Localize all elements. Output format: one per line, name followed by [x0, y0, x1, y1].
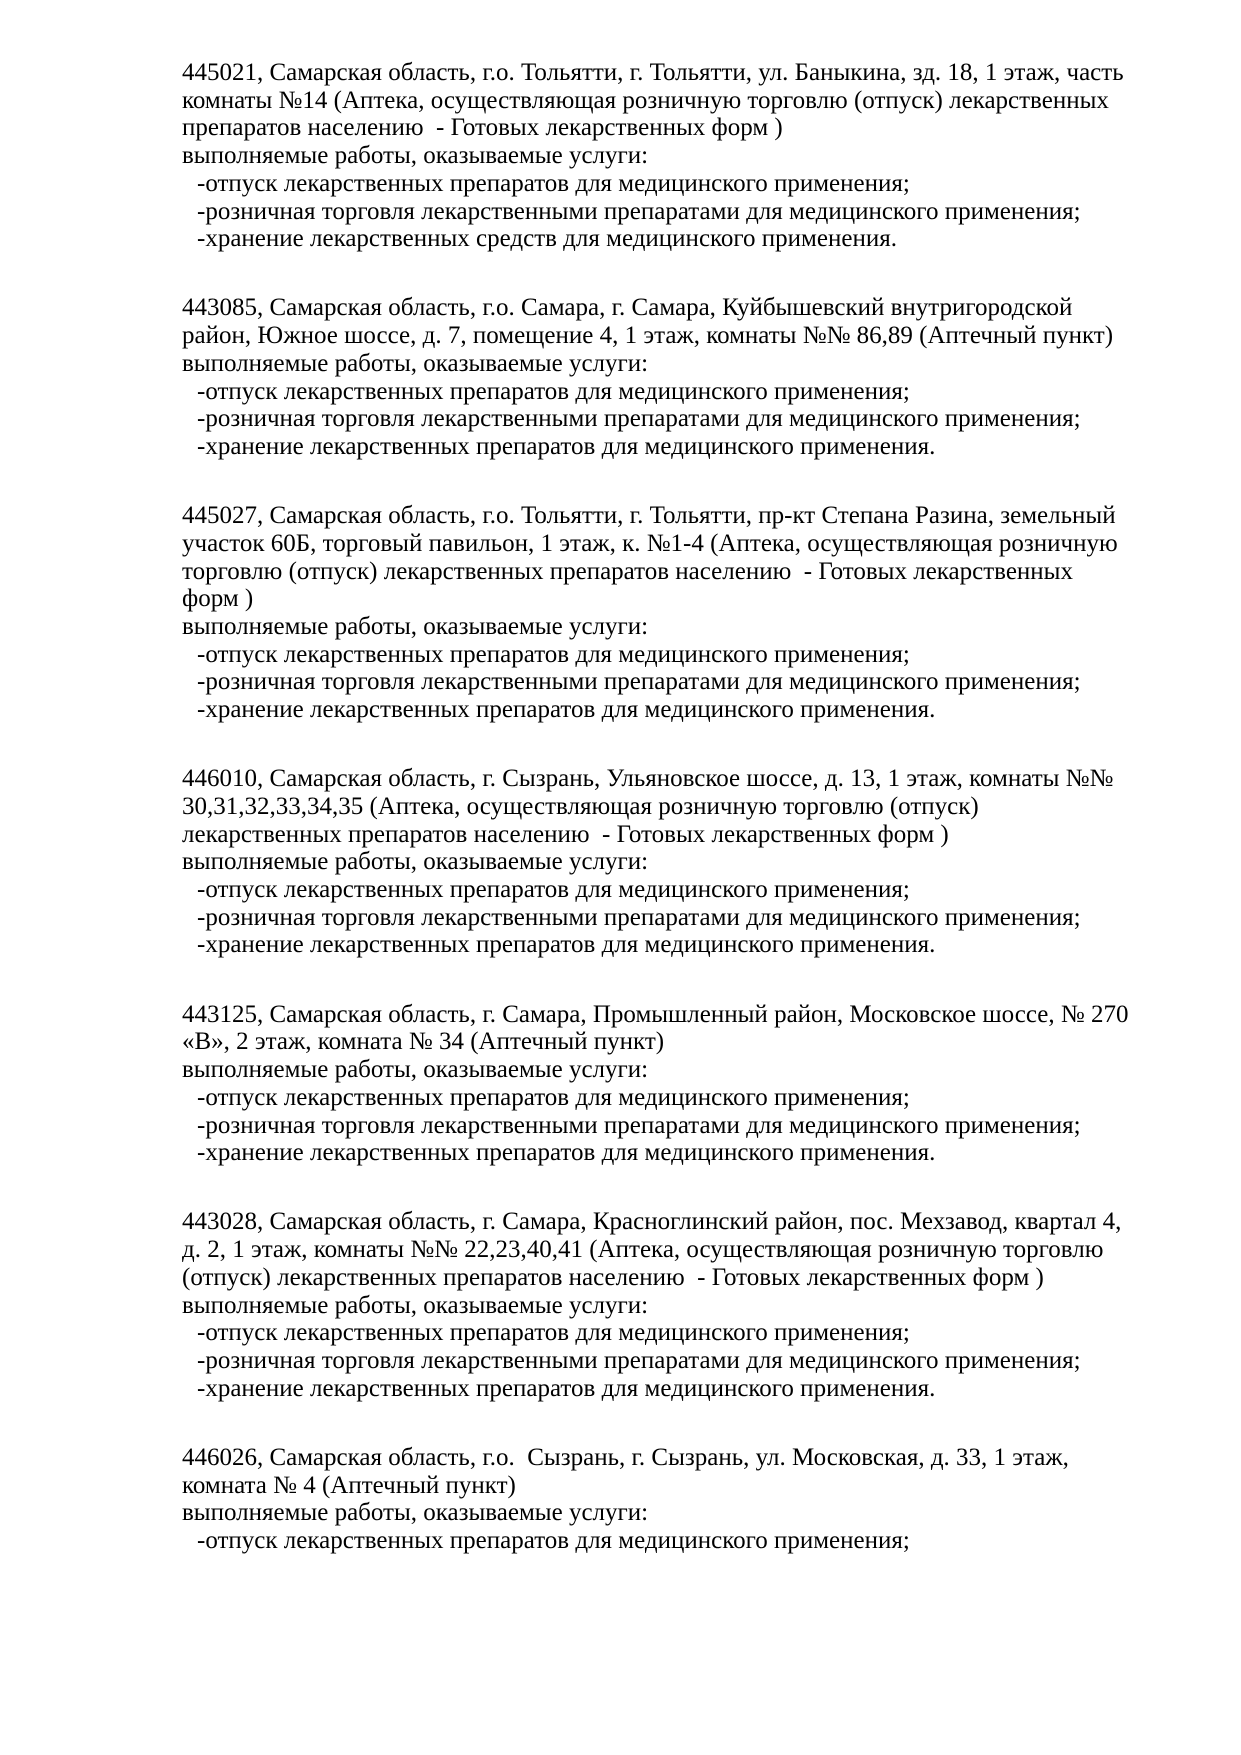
service-line: -розничная торговля лекарственными препаратами для медицинского применения;	[197, 903, 1081, 931]
entry-address	[182, 1001, 1186, 1056]
entry-address	[182, 1444, 1186, 1499]
address-line: район, Южное шоссе, д. 7, помещение 4, 1 этаж, комнаты №№ 86,89 (Аптечный пункт)	[182, 322, 1114, 350]
entry-services	[182, 170, 1186, 253]
address-line: 445027, Самарская область, г.о. Тольятти, г. Тольятти, пр-кт Степана Разина, земельный	[182, 502, 1116, 530]
address-line: д. 2, 1 этаж, комнаты №№ 22,23,40,41 (Аптека, осуществляющая розничную торговлю	[182, 1236, 1104, 1264]
license-entry	[182, 1208, 1186, 1402]
services-header: выполняемые работы, оказываемые услуги:	[182, 1499, 649, 1527]
entry-address	[182, 765, 1186, 848]
address-line: 443028, Самарская область, г. Самара, Красноглинский район, пос. Мехзавод, квартал 4,	[182, 1208, 1122, 1236]
address-line: форм )	[182, 585, 254, 613]
address-line: комнаты №14 (Аптека, осуществляющая розничную торговлю (отпуск) лекарственных	[182, 86, 1109, 114]
services-header: выполняемые работы, оказываемые услуги:	[182, 1056, 649, 1084]
address-line: участок 60Б, торговый павильон, 1 этаж, к. №1-4 (Аптека, осуществляющая розничную	[182, 529, 1118, 557]
entry-services	[182, 1084, 1186, 1167]
address-line: препаратов населению - Готовых лекарственных форм )	[182, 114, 783, 142]
service-line: -отпуск лекарственных препаратов для медицинского применения;	[197, 1526, 910, 1554]
services-header: выполняемые работы, оказываемые услуги:	[182, 612, 649, 640]
license-entry	[182, 59, 1186, 253]
entry-address	[182, 294, 1186, 349]
services-header: выполняемые работы, оказываемые услуги:	[182, 349, 649, 377]
address-line: торговлю (отпуск) лекарственных препаратов населению - Готовых лекарственных	[182, 557, 1073, 585]
license-entry	[182, 294, 1186, 460]
service-line: -розничная торговля лекарственными препаратами для медицинского применения;	[197, 405, 1081, 433]
address-line: 446010, Самарская область, г. Сызрань, Ульяновское шоссе, д. 13, 1 этаж, комнаты №№	[182, 765, 1114, 793]
license-entry	[182, 1444, 1186, 1555]
address-line: 446026, Самарская область, г.о. Сызрань, г. Сызрань, ул. Московская, д. 33, 1 этаж,	[182, 1443, 1069, 1471]
entry-services	[182, 378, 1186, 461]
entry-address	[182, 1208, 1186, 1291]
address-line: 443085, Самарская область, г.о. Самара, г. Самара, Куйбышевский внутригородской	[182, 294, 1073, 322]
service-line: -отпуск лекарственных препаратов для медицинского применения;	[197, 1083, 910, 1111]
service-line: -розничная торговля лекарственными препаратами для медицинского применения;	[197, 1111, 1081, 1139]
service-line: -хранение лекарственных препаратов для медицинского применения.	[197, 931, 936, 959]
entry-address	[182, 59, 1186, 142]
entry-address	[182, 502, 1186, 613]
service-line: -хранение лекарственных препаратов для медицинского применения.	[197, 432, 936, 460]
address-line: 30,31,32,33,34,35 (Аптека, осуществляющая розничную торговлю (отпуск)	[182, 792, 979, 820]
service-line: -хранение лекарственных средств для медицинского применения.	[197, 225, 897, 253]
service-line: -отпуск лекарственных препаратов для медицинского применения;	[197, 169, 910, 197]
license-entry	[182, 502, 1186, 724]
service-line: -отпуск лекарственных препаратов для медицинского применения;	[197, 876, 910, 904]
service-line: -отпуск лекарственных препаратов для медицинского применения;	[197, 377, 910, 405]
service-line: -хранение лекарственных препаратов для медицинского применения.	[197, 1139, 936, 1167]
service-line: -отпуск лекарственных препаратов для медицинского применения;	[197, 640, 910, 668]
address-line: 443125, Самарская область, г. Самара, Промышленный район, Московское шоссе, № 270	[182, 1000, 1129, 1028]
address-line: комната № 4 (Аптечный пункт)	[182, 1471, 516, 1499]
service-line: -хранение лекарственных препаратов для медицинского применения.	[197, 696, 936, 724]
service-line: -розничная торговля лекарственными препаратами для медицинского применения;	[197, 668, 1081, 696]
service-line: -розничная торговля лекарственными препаратами для медицинского применения;	[197, 197, 1081, 225]
address-line: «В», 2 этаж, комната № 34 (Аптечный пункт)	[182, 1028, 665, 1056]
entry-services	[182, 876, 1186, 959]
service-line: -хранение лекарственных препаратов для медицинского применения.	[197, 1374, 936, 1402]
address-line: (отпуск) лекарственных препаратов населению - Готовых лекарственных форм )	[182, 1263, 1044, 1291]
entry-services	[182, 641, 1186, 724]
license-entry	[182, 765, 1186, 959]
entry-services	[182, 1319, 1186, 1402]
service-line: -отпуск лекарственных препаратов для медицинского применения;	[197, 1319, 910, 1347]
entry-services	[182, 1527, 1186, 1555]
address-line: 445021, Самарская область, г.о. Тольятти, г. Тольятти, ул. Баныкина, зд. 18, 1 этаж, часть	[182, 59, 1124, 86]
address-line: лекарственных препаратов населению - Готовых лекарственных форм )	[182, 820, 949, 848]
license-entry	[182, 1001, 1186, 1167]
service-line: -розничная торговля лекарственными препаратами для медицинского применения;	[197, 1346, 1081, 1374]
services-header: выполняемые работы, оказываемые услуги:	[182, 142, 649, 170]
services-header: выполняемые работы, оказываемые услуги:	[182, 1291, 649, 1319]
services-header: выполняемые работы, оказываемые услуги:	[182, 848, 649, 876]
